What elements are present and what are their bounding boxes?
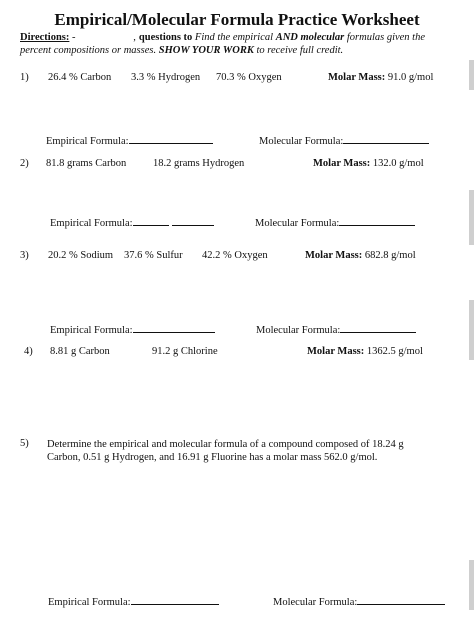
problem-5-empirical-label: Empirical Formula:	[48, 597, 131, 608]
problem-3-molar-mass	[305, 250, 416, 261]
scan-edge-mark-3	[469, 300, 474, 360]
problem-2-molar-mass	[313, 158, 424, 169]
problem-1-number: 1)	[20, 72, 29, 83]
problem-1-empirical-label: Empirical Formula:	[46, 136, 129, 147]
directions-part-3: AND molecular	[275, 32, 345, 43]
problem-4-molar-value: 1362.5 g/mol	[366, 346, 423, 357]
problem-2-empirical-blank-2[interactable]	[172, 215, 214, 226]
problem-5-molecular-label: Molecular Formula:	[273, 597, 358, 608]
problem-2-molar-label: Molar Mass:	[313, 158, 371, 169]
problem-2-empirical	[50, 215, 214, 229]
problem-2-item-2: 18.2 grams Hydrogen	[153, 158, 245, 169]
problem-3-empirical	[50, 322, 215, 336]
problem-4-molar-mass	[307, 346, 423, 357]
problem-3-molecular	[256, 322, 416, 336]
problem-2-molecular	[255, 215, 415, 229]
problem-1-molar-mass	[328, 72, 433, 83]
problem-1-molecular	[259, 133, 429, 147]
problem-3-item-3: 42.2 % Oxygen	[202, 250, 268, 261]
problem-3-number: 3)	[20, 250, 29, 261]
problem-3-empirical-label: Empirical Formula:	[50, 325, 133, 336]
worksheet-title: Empirical/Molecular Formula Practice Worksheet	[54, 10, 420, 29]
scan-edge-mark-1	[469, 60, 474, 90]
problem-3-item-1: 20.2 % Sodium	[48, 250, 114, 261]
problem-1-item-3: 70.3 % Oxygen	[216, 72, 282, 83]
problem-5-molecular-blank[interactable]	[357, 594, 445, 605]
problem-3-item-2: 37.6 % Sulfur	[124, 250, 183, 261]
directions-line-2c: to receive full credit.	[256, 45, 344, 56]
problem-2-molecular-label: Molecular Formula:	[255, 218, 340, 229]
directions-part-2: Find the empirical	[194, 32, 274, 43]
directions-line-2b: SHOW YOUR WORK	[158, 45, 254, 56]
problem-4-number: 4)	[24, 346, 33, 357]
problem-4-item-1: 8.81 g Carbon	[50, 346, 110, 357]
problem-2-number: 2)	[20, 158, 29, 169]
problem-5-empirical-blank[interactable]	[131, 594, 219, 605]
problem-3-molecular-label: Molecular Formula:	[256, 325, 341, 336]
directions-line-2a: percent compositions or masses.	[20, 45, 157, 56]
directions-part-1: questions to	[138, 32, 193, 43]
problem-1-molar-label: Molar Mass:	[328, 72, 386, 83]
directions-mark-1: -	[72, 32, 76, 43]
problem-2-item-1: 81.8 grams Carbon	[46, 158, 127, 169]
problem-3-molar-value: 682.8 g/mol	[364, 250, 416, 261]
scan-edge-mark-4	[469, 560, 474, 610]
problem-4-molar-label: Molar Mass:	[307, 346, 365, 357]
problem-1-molecular-label: Molecular Formula:	[259, 136, 344, 147]
directions-line-1	[20, 32, 425, 43]
problem-2-empirical-blank-1[interactable]	[133, 215, 169, 226]
problem-5-text: Determine the empirical and molecular formula of a compound composed of 18.24 g Carbon, 0.51 g Hydrogen, and 16.91 g Fluorine has a molar mass 562.0 g/mol.	[47, 439, 404, 463]
scan-edge-mark-2	[469, 190, 474, 245]
problem-5-number: 5)	[20, 438, 29, 449]
directions-mark-2: ‚	[132, 32, 137, 43]
problem-1-empirical-blank[interactable]	[129, 133, 213, 144]
directions-label: Directions:	[20, 32, 70, 43]
problem-3-molar-label: Molar Mass:	[305, 250, 363, 261]
problem-5-empirical	[48, 594, 219, 608]
problem-1-item-1: 26.4 % Carbon	[48, 72, 112, 83]
problem-2-molar-value: 132.0 g/mol	[372, 158, 424, 169]
problem-3-empirical-blank[interactable]	[133, 322, 215, 333]
problem-3-molecular-blank[interactable]	[340, 322, 416, 333]
directions-line-2	[20, 45, 343, 56]
problem-1-item-2: 3.3 % Hydrogen	[131, 72, 201, 83]
problem-1-molar-value: 91.0 g/mol	[387, 72, 434, 83]
problem-2-empirical-label: Empirical Formula:	[50, 218, 133, 229]
problem-1-empirical	[46, 133, 213, 147]
directions-part-4: formulas given the	[346, 32, 426, 43]
problem-1-molecular-blank[interactable]	[343, 133, 429, 144]
problem-4-item-2: 91.2 g Chlorine	[152, 346, 218, 357]
problem-5-molecular	[273, 594, 445, 608]
problem-2-molecular-blank[interactable]	[339, 215, 415, 226]
